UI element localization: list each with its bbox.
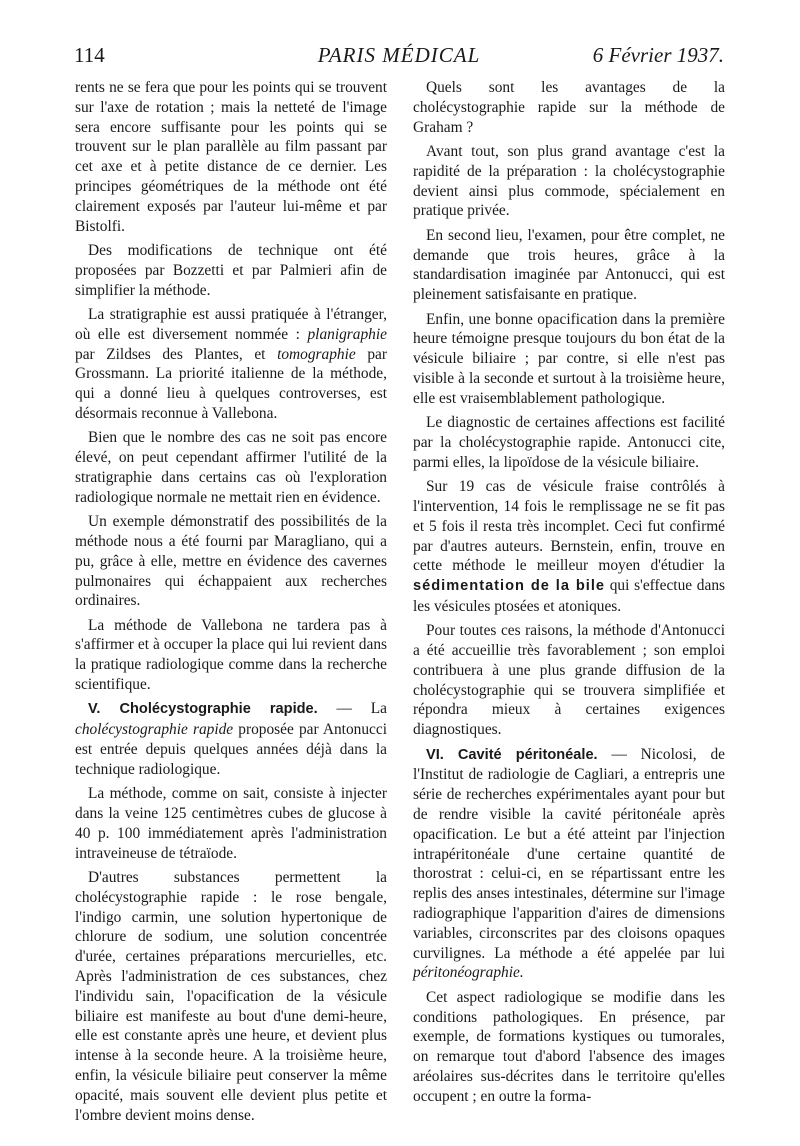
paragraph: Des modifications de technique ont été proposées par Bozzetti et par Palmieri afin de simplifier la méthode. <box>75 241 387 299</box>
italic-term: cholécystographie rapide <box>75 721 234 739</box>
section-heading: VI. Cavité péritonéale. <box>426 746 598 763</box>
right-column <box>413 78 725 1111</box>
paragraph: Bien que le nombre des cas ne soit pas encore élevé, on peut cependant affirmer l'utilité de la stratigraphie dans certains cas où l'exploration radiologique normale ne mettait rien en évidence. <box>75 429 387 506</box>
running-header <box>74 40 724 70</box>
page-number: 114 <box>74 43 105 67</box>
paragraph: En second lieu, l'examen, pour être complet, ne demande que trois heures, grâce à la standardisation imaginée par Antonucci, qui est pleinement satisfaisante en pratique. <box>413 226 725 304</box>
paragraph: Un exemple démonstratif des possibilités de la méthode nous a été fourni par Maragliano, qui a pu, grâce à elle, mettre en évidence des cavernes pulmonaires qui échappaient aux recherches ordinaires. <box>75 513 387 610</box>
section-paragraph: V. Cholécystographie rapide. — La cholécystographie rapide proposée par Antonucci est entrée depuis quelques années déjà dans la technique radiologique. <box>75 700 387 778</box>
paragraph: Quels sont les avantages de la cholécystographie rapide sur la méthode de Graham ? <box>413 79 725 136</box>
paragraph: Sur 19 cas de vésicule fraise contrôlés à l'intervention, 14 fois le remplissage ne se fit pas et 5 fois il resta très incomplet. Ceci fut confirmé par d'autres auteurs. Bernstein, enfin, trouve en cette méthode le meilleur moyen d'étudier la sédimentation de la bile qui s'effectue dans les vésicules ptosées et atoniques. <box>413 478 726 615</box>
left-column <box>75 78 387 1130</box>
section-paragraph: VI. Cavité péritonéale. — Nicolosi, de l'Institut de radiologie de Cagliari, a entrepris une série de recherches expérimentales ayant pour but de rendre visible la cavité péritonéale après opacification. Le but a été atteint par l'injection intrapéritonéale d'une certaine quantité de thorostrat : celui-ci, en se répartissant entre les replis des anses intestinales, détermine sur l'image radiographique l'apparition d'aires de dimensions variables, circonscrites par des cloisons opaques curvilignes. La méthode a été appelée par lui péritonéographie. <box>413 745 726 982</box>
paragraph: La méthode de Vallebona ne tardera pas à s'affirmer et à occuper la place qui lui revient dans la pratique radiologique comme dans la recherche scientifique. <box>75 616 387 694</box>
italic-term: péritonéographie. <box>413 964 524 982</box>
paragraph: D'autres substances permettent la cholécystographie rapide : le rose bengale, l'indigo carmin, une solution hypertonique de chlorure de sodium, une solution concentrée d'urée, certaines préparations mercurielles, etc. Après l'administration de ces substances, chez l'individu sain, l'opacification de la vésicule biliaire est manifeste au bout d'une demi-heure, elle est constante après une heure, et devient plus intense à la seconde heure. A la troisième heure, enfin, la vésicule biliaire peut conserver la même opacité, mais souvent elle devient plus petite et l'ombre devient moins dense. <box>75 869 387 1124</box>
paragraph: Le diagnostic de certaines affections est facilité par la cholécystographie rapide. Antonucci cite, parmi elles, la lipoïdose de la vésicule biliaire. <box>413 414 725 471</box>
paragraph: Avant tout, son plus grand avantage c'est la rapidité de la préparation : la cholécystographie devient ainsi plus commode, spécialement en pratique privée. <box>413 142 725 220</box>
italic-term: tomographie <box>277 345 356 363</box>
journal-title: PARIS MÉDICAL <box>317 43 481 67</box>
italic-term: planigraphie <box>307 325 387 343</box>
paragraph: Cet aspect radiologique se modifie dans les conditions pathologiques. En présence, par exemple, de formations kystiques ou tumorales, on remarque tout d'abord l'absence des images aréolaires sus-décrites dans le territoire qu'elles occupent ; en outre la forma- <box>413 988 725 1105</box>
paragraph: Pour toutes ces raisons, la méthode d'Antonucci a été accueillie très favorablement ; son emploi contribuera à une plus grande diffusion de la cholécystographie qui se trouvera simplifiée et répondra mieux à certaines exigences diagnostiques. <box>413 622 725 739</box>
paragraph: La méthode, comme on sait, consiste à injecter dans la veine 125 centimètres cubes de glucose à 40 p. 100 immédiatement après l'administration intraveineuse de tétraïode. <box>75 785 387 862</box>
paragraph: La stratigraphie est aussi pratiquée à l'étranger, où elle est diversement nommée : planigraphie par Zildses des Plantes, et tomographie par Grossmann. La priorité italienne de la méthode, qui a donné lieu à quelques controverses, est désormais reconnue à Vallebona. <box>75 305 388 422</box>
paragraph: rents ne se fera que pour les points qui se trouvent sur l'axe de rotation ; mais la netteté de l'image sera encore suffisante pour les points qui se trouvent sur le plan parallèle au film passant par cet axe et à petite distance de ce dernier. Les principes géométriques de la méthode ont été clairement exposés par l'auteur lui-même et par Bistolfi. <box>75 79 387 235</box>
spaced-bold-term: sédimentation de la bile <box>413 578 605 595</box>
section-heading: V. Cholécystographie rapide. <box>88 701 318 718</box>
paragraph: Enfin, une bonne opacification dans la première heure témoigne presque toujours du bon état de la vésicule biliaire ; par contre, si elle n'est pas visible à la seconde et surtout à la troisième heure, elle est vraisemblablement pathologique. <box>413 310 725 407</box>
issue-date: 6 Février 1937. <box>592 43 724 67</box>
